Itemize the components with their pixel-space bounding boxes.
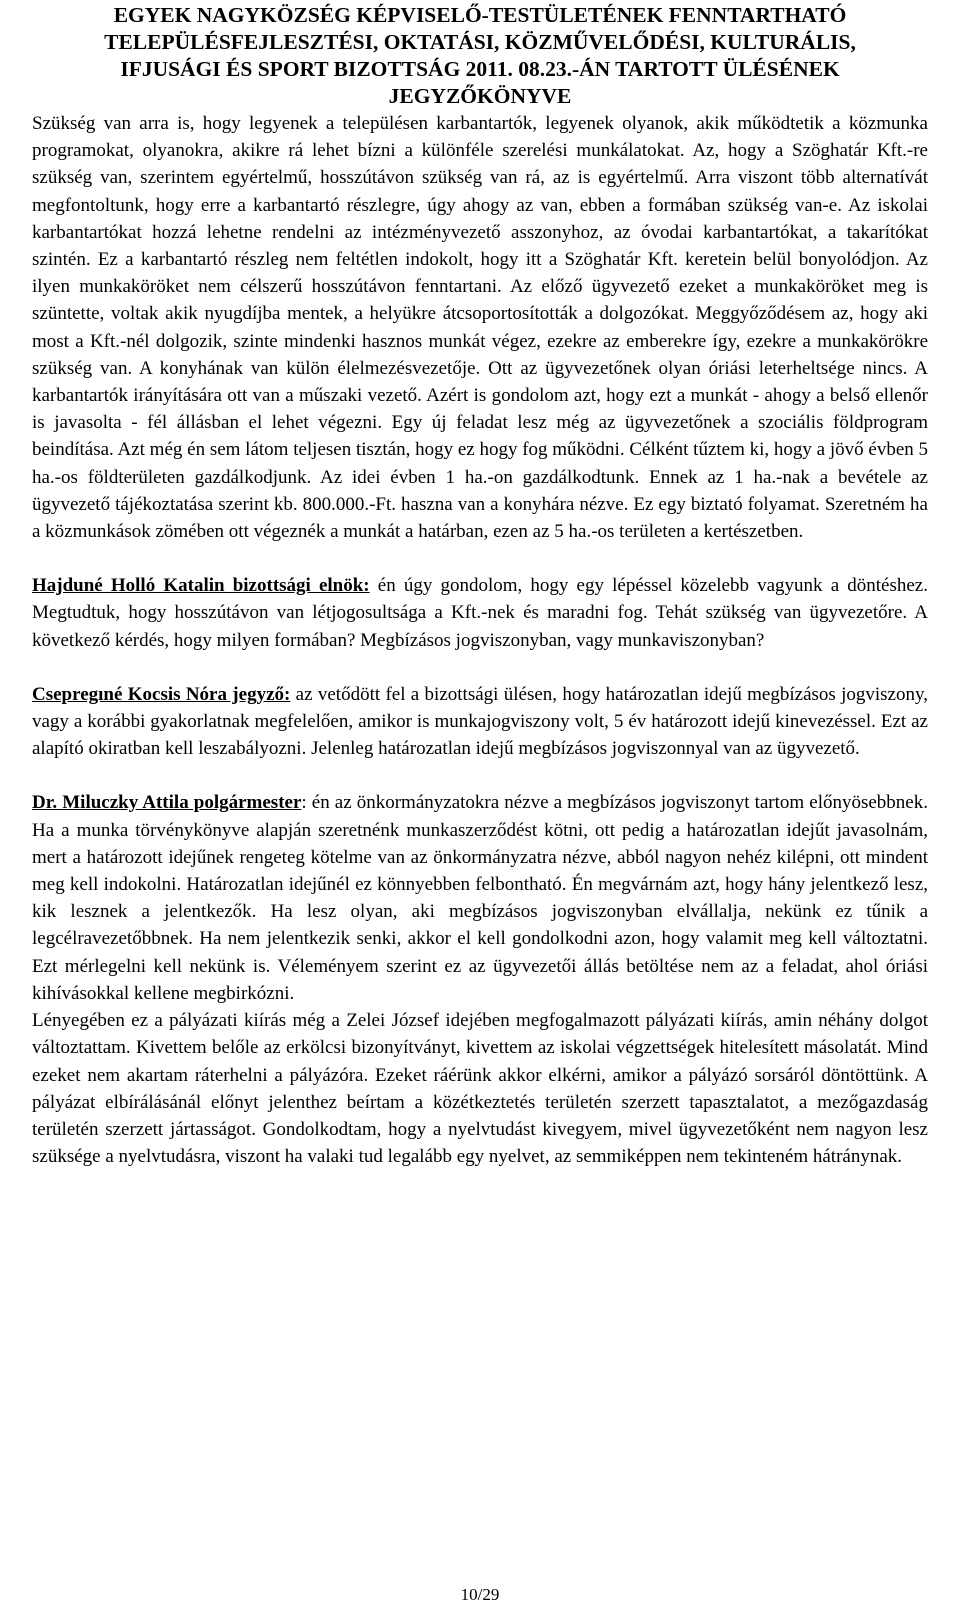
header-line-2: TELEPÜLÉSFEJLESZTÉSI, OKTATÁSI, KÖZMŰVELŐDÉSI, KULTURÁLIS,: [104, 30, 856, 54]
paragraph-text: az vetődött fel a bizottsági ülésen, hogy határozatlan idejű megbízásos jogviszony, vagy a korábbi gyakorlatnak megfelelően, amikor is munkajogviszony volt, 5 év határozott idejű kinevezéssel. Ezt az alapító okiratban kell leszabályozni. Jelenleg határozatlan idejű megbízásos jogviszonnyal van az ügyvezető.: [32, 683, 929, 760]
paragraph-1: Szükség van arra is, hogy legyenek a településen karbantartók, legyenek olyanok, akik működtetik a közmunka programokat, olyanokra, akikre rá lehet bízni a különféle szerelési munkálatokat. Az, hogy a Szöghatár Kft.-re szükség van, szerintem egyértelmű, hosszútávon szükség van rá, az is egyértelmű. Arra viszont több alternatívát megfontoltunk, hogy erre a karbantartó részlegre, úgy ahogy az van, ebben a formában szükség van-e. Az iskolai karbantartókat hozzá lehetne rendelni az intézményvezető asszonyhoz, az óvodai karbantartókat, a takarítókat szintén. Ez a karbantartó részleg nem feltétlen indokolt, hogy itt a Szöghatár Kft. keretein belül bonyolódjon. Az ilyen munkaköröket nem célszerű hosszútávon fenntartani. Az előző ügyvezető ezeket a munkaköröket meg is szüntette, voltak akik nyugdíjba mentek, a helyükre átcsoportosították a dolgozókat. Meggyőződésem az, hogy aki most a Kft.-nél dolgozik, szinte mindenki hasznos munkát végez, ezekre az emberekre így, ezekre a munkakörökre szükség van. A konyhának van külön élelmezésvezetője. Ott az ügyvezetőnek olyan óriási leterheltsége nincs. A karbantartók irányítására ott van a műszaki vezető. Azért is gondolom azt, hogy ezt a munkát - ahogy a belső ellenőr is javasolta - fél állásban el lehet végezni. Egy új feladat lesz még az ügyvezetőnek a szociális földprogram beindítása. Azt még én sem látom teljesen tisztán, hogy ez hogy fog működni. Célként tűztem ki, hogy a jövő évben 5 ha.-os földterületen gazdálkodjunk. Az idei évben 1 ha.-on gazdálkodtunk. Ennek az 1 ha.-nak a bevétele az ügyvezető tájékoztatása szerint kb. 800.000.-Ft. haszna van a konyhára nézve. Ez egy biztató folyamat. Szeretném ha a közmunkások zömében ott végeznék a munkát a határban, ezen az 5 ha.-os területen a kertészetben.: [32, 113, 928, 543]
paragraph-5: Lényegében ez a pályázati kiírás még a Zelei József idejében megfogalmazott pályázati kiírás, amin néhány dolgot változtattam. Kivettem belőle az erkölcsi bizonyítványt, kivettem az iskolai végzettségek hitelesített másolatát. Mind ezeket nem akartam ráterhelni a pályázóra. Ezeket ráérünk akkor elkérni, amikor a pályázó sorsáról döntöttünk. A pályázat elbírálásánál előnyt jelenthez beírtam a közétkeztetés területén szerzett tapasztalatot, a mezőgazdaság területén szerzett jártasságot. Gondolkodtam, hogy a nyelvtudást kivegyem, mivel ügyvezetőként nem nagyon lesz szüksége a nyelvtudásra, viszont ha valaki tud legalább egy nyelvet, az semmiképpen nem tekinteném hátránynak.: [32, 1010, 928, 1168]
spacer: [32, 654, 928, 681]
spacer: [32, 545, 928, 572]
document-header: [32, 2, 928, 110]
spacer: [32, 762, 928, 789]
header-line-4: JEGYZŐKÖNYVE: [388, 84, 572, 108]
header-line-3: IFJUSÁGI ÉS SPORT BIZOTTSÁG 2011. 08.23.-ÁN TARTOTT ÜLÉSÉNEK: [120, 57, 840, 81]
speaker-name: Csepregıné Kocsis Nóra jegyző:: [32, 683, 291, 705]
paragraph-text: én az önkormányzatokra nézve a megbízásos jogviszonyt tartom előnyösebbnek. Ha a munka törvénykönyve alapján szeretnénk munkaszerződést kötni, ott pedig a határozatlan idejűt javasolnám, mert a határozott idejűnek rengeteg kötelme van az önkormányzatra nézve, abból nagyon nehéz kilépni, ott mindent meg kell indokolni. Határozatlan idejűnél ez könnyebben felbontható. Én megvárnám azt, hogy hány jelentkező lesz, kik lesznek a jelentkezők. Ha lesz olyan, aki megbízásos jogviszonyban elvállalja, nekünk ez tűnik a legcélravezetőbbnek. Ha nem jelentkezik senki, akkor el kell gondolkodni azon, hogy valamit meg kell változtatni. Ezt mérlegelni kell nekünk is. Véleményem szerint ez az ügyvezetői állás betöltése nem az a feladat, ahol óriási kihívásokkal kellene megbirkózni.: [32, 792, 928, 1004]
speaker-name: Dr. Miluczky Attila polgármester: [32, 792, 302, 814]
header-line-1: EGYEK NAGYKÖZSÉG KÉPVISELŐ-TESTÜLETÉNEK FENNTARTHATÓ: [113, 3, 847, 27]
paragraph-text: én úgy gondolom, hogy egy lépéssel közelebb vagyunk a döntéshez. Megtudtuk, hogy hosszútávon van létjogosultsága a Kft.-nek és maradni fog. Tehát szükség van ügyvezetőre. A következő kérdés, hogy milyen formában? Megbízásos jogviszonyban, vagy munkaviszonyban?: [32, 575, 928, 651]
speaker-name: Hajduné Holló Katalin bizottsági elnök:: [32, 575, 370, 597]
paragraph-2: [32, 572, 928, 654]
paragraph-4: [32, 789, 928, 1007]
paragraph-3: [32, 681, 928, 763]
page-number: 10/29: [460, 1585, 500, 1604]
document-page: [32, 2, 928, 1170]
speaker-colon: :: [301, 792, 307, 814]
